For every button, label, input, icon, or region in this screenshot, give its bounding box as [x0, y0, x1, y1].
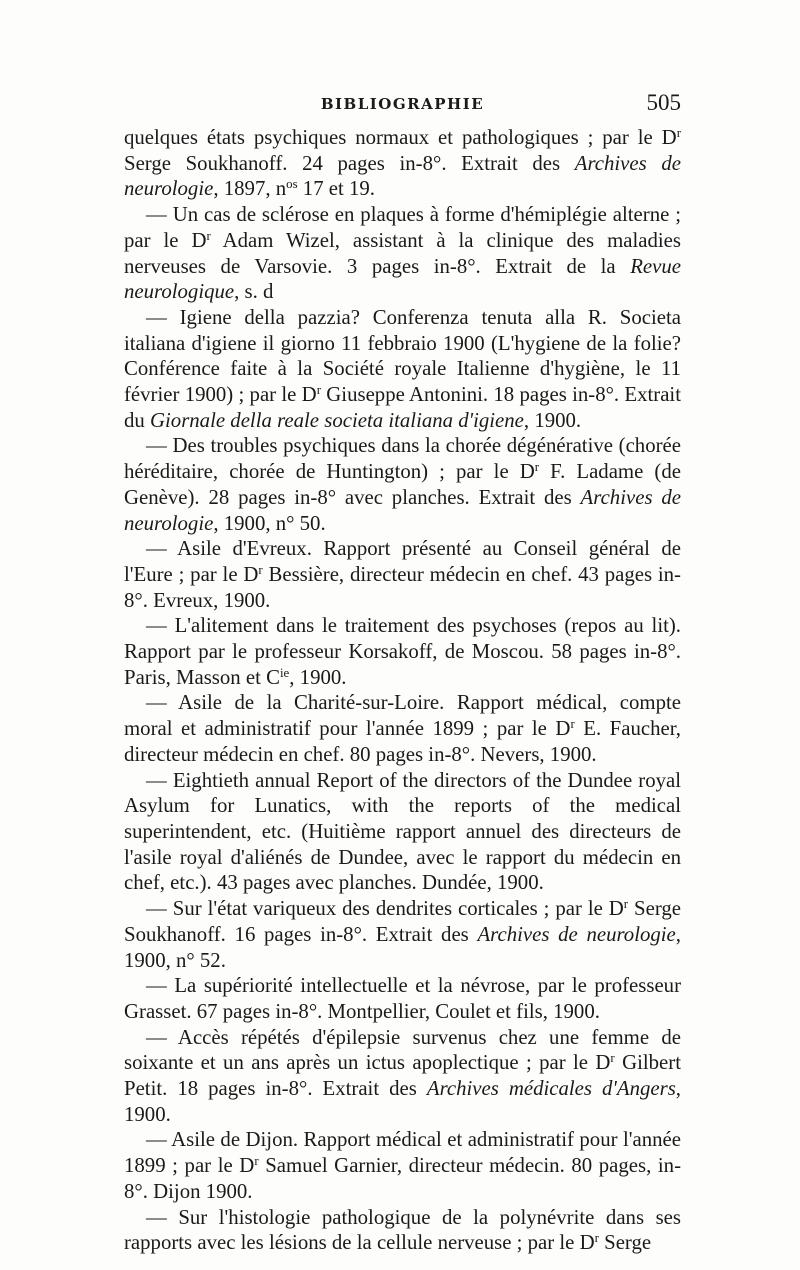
entry-text: Serge: [598, 1231, 652, 1255]
superscript: r: [623, 897, 629, 912]
entry-text: Sur l'histologie pathologique de la polynévrite dans ses rapports avec les lésions de la cellule nerveuse ; par le D: [124, 1205, 681, 1255]
bibliography-entry: [124, 896, 681, 973]
superscript: ie: [279, 665, 290, 680]
page-header: [124, 90, 681, 121]
entry-text: , 1900, n° 52.: [124, 922, 681, 972]
journal-title: Giornale della reale societa italiana d'igiene: [150, 408, 524, 432]
superscript: r: [316, 382, 321, 397]
entry-dash: —: [146, 1205, 167, 1229]
entry-dash: —: [146, 434, 167, 458]
running-title: BIBLIOGRAPHIE: [320, 95, 485, 113]
entry-text: , s. d: [234, 280, 274, 304]
entry-text: Accès répétés d'épilepsie survenus chez une femme de soixante et un ans après un ictus apoplectique ; par le D: [124, 1025, 681, 1075]
entry-text: Igiene della pazzia? Conferenza tenuta alla R. Societa italiana d'igiene il giorno 11 febbraio 1900 (L'hygiene de la folie? Conférence faite à la Société royale Italienne d'hygiène, le 11 février 1900) ; par le D: [124, 305, 682, 407]
journal-title: Archives médicales d'Angers: [426, 1077, 676, 1101]
superscript: r: [570, 717, 575, 732]
bibliography-body: [124, 125, 681, 1256]
journal-title: Archives de neurologie: [477, 922, 676, 946]
entry-text: Serge Soukhanoff. 24 pages in-8°. Extrait des: [124, 151, 575, 175]
superscript: r: [258, 562, 263, 577]
entry-text: , 1897, n: [213, 177, 287, 201]
entry-text: Des troubles psychiques dans la chorée dégénérative (chorée héréditaire, chorée de Huntington) ; par le D: [124, 434, 681, 484]
entry-text: 17 et 19.: [297, 177, 375, 201]
entry-dash: —: [146, 614, 167, 638]
entry-dash: —: [146, 974, 167, 998]
entry-dash: —: [146, 537, 167, 561]
entry-text: Samuel Garnier, directeur médecin. 80 pages, in-8°. Dijon 1900.: [124, 1154, 681, 1203]
entry-text: Eightieth annual Report of the directors of the Dundee royal Asylum for Lunatics, with the reports of the medical superintendent, etc. (Huitième rapport annuel des directeurs de l'asile royal d'aliénés de Dundee, avec le rapport du médecin en chef, etc.). 43 pages avec planches. Dundée, 1900.: [124, 768, 681, 895]
superscript: r: [676, 125, 681, 140]
entry-dash: —: [146, 1128, 167, 1152]
entry-text: , 1900, n° 50.: [213, 511, 326, 535]
entry-dash: —: [146, 203, 167, 227]
entry-dash: —: [146, 305, 167, 329]
entry-text: Sur l'état variqueux des dendrites corticales ; par le D: [172, 897, 624, 921]
entry-dash: —: [146, 897, 167, 921]
bibliography-entry: [124, 1205, 681, 1256]
superscript: r: [594, 1231, 599, 1246]
bibliography-entry: [124, 536, 681, 613]
bibliography-entry: [124, 305, 681, 434]
entry-text: Asile de Dijon. Rapport médical et administratif pour l'année 1899 ; par le D: [124, 1128, 681, 1178]
entry-text: , 1900.: [289, 665, 347, 689]
bibliography-entry: [124, 690, 681, 767]
bibliography-entry: [124, 1127, 681, 1204]
entry-text: L'alitement dans le traitement des psychoses (repos au lit). Rapport par le professeur Korsakoff, de Moscou. 58 pages in-8°. Paris, Masson et C: [124, 614, 681, 689]
entry-text: , 1900.: [523, 408, 582, 432]
entry-text: La supériorité intellectuelle et la névrose, par le professeur Grasset. 67 pages in-8°. Montpellier, Coulet et fils, 1900.: [124, 974, 682, 1023]
entry-text: Un cas de sclérose en plaques à forme d'hémiplégie alterne ; par le D: [124, 203, 682, 252]
entry-text: F. Ladame (de Genève). 28 pages in-8° avec planches. Extrait des: [124, 460, 681, 509]
journal-title: Revue neurologique: [124, 254, 681, 304]
bibliography-entry: [124, 433, 681, 536]
entry-dash: —: [146, 768, 167, 792]
bibliography-entry: [124, 768, 681, 897]
entry-continuation: [124, 125, 681, 202]
bibliography-entry: [124, 973, 681, 1024]
bibliography-entry: [124, 1025, 681, 1128]
entry-dash: —: [146, 1025, 167, 1049]
entry-text: Adam Wizel, assistant à la clinique des maladies nerveuses de Varsovie. 3 pages in-8°. Extrait de la: [124, 228, 681, 278]
entry-text: Serge Soukhanoff. 16 pages in-8°. Extrait des: [124, 897, 682, 946]
superscript: r: [610, 1051, 615, 1066]
entry-text: E. Faucher, directeur médecin en chef. 80 pages in-8°. Nevers, 1900.: [124, 717, 681, 766]
superscript: os: [286, 177, 298, 192]
superscript: r: [254, 1154, 259, 1169]
entry-text: quelques états psychiques normaux et pathologiques ; par le D: [124, 126, 677, 149]
journal-title: Archives de neurologie: [124, 485, 681, 535]
entry-dash: —: [146, 691, 167, 715]
entry-text: Giuseppe Antonini. 18 pages in-8°. Extrait du: [124, 383, 681, 432]
entry-text: Asile de la Charité-sur-Loire. Rapport médical, compte moral et administratif pour l'année 1899 ; par le D: [124, 691, 681, 741]
entry-text: Asile d'Evreux. Rapport présenté au Conseil général de l'Eure ; par le D: [124, 537, 681, 586]
entry-text: Gilbert Petit. 18 pages in-8°. Extrait des: [124, 1051, 681, 1101]
journal-title: Archives de neurologie: [124, 151, 681, 201]
entry-text: Bessière, directeur médecin en chef. 43 pages in-8°. Evreux, 1900.: [124, 562, 681, 612]
superscript: r: [206, 228, 211, 243]
bibliography-entry: [124, 202, 681, 305]
superscript: r: [534, 460, 540, 475]
bibliography-entry: [124, 613, 681, 690]
page-number: 505: [646, 90, 681, 115]
entry-text: , 1900.: [124, 1077, 681, 1126]
